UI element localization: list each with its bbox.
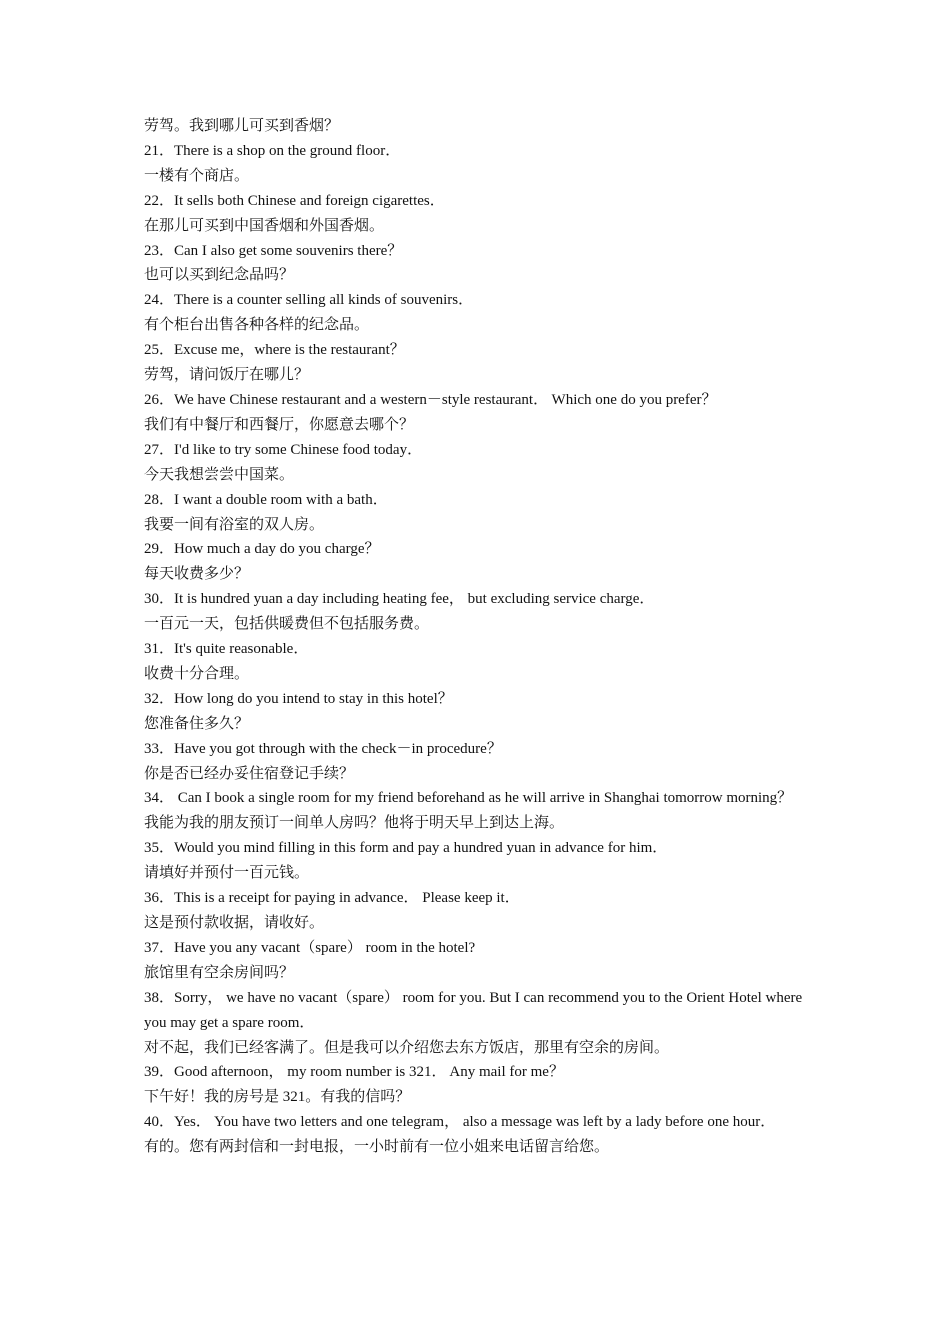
document-page <box>144 114 810 1160</box>
text-line: 我们有中餐厅和西餐厅，你愿意去哪个？ <box>144 416 415 433</box>
text-line: 40．Yes． You have two letters and one telegram， also a message was left by a lady before one hour． <box>144 1114 776 1131</box>
text-line: 28．I want a double room with a bath． <box>144 491 388 508</box>
text-line: 22．It sells both Chinese and foreign cigarettes． <box>144 192 445 209</box>
text-line: 36．This is a receipt for paying in advance． Please keep it． <box>144 890 520 907</box>
text-line: 21．There is a shop on the ground floor． <box>144 142 401 159</box>
text-line: 劳驾。我到哪儿可买到香烟？ <box>144 118 340 134</box>
text-line: 您准备住多久？ <box>144 715 250 732</box>
text-line: 有的。您有两封信和一封电报，一小时前有一位小姐来电话留言给您。 <box>144 1139 610 1156</box>
text-line: 27．I'd like to try some Chinese food today． <box>144 441 423 458</box>
text-line: 对不起，我们已经客满了。但是我可以介绍您去东方饭店，那里有空余的房间。 <box>144 1039 670 1056</box>
text-line: 请填好并预付一百元钱。 <box>144 865 310 882</box>
text-line: 25．Excuse me，where is the restaurant？ <box>144 342 405 359</box>
text-line: 下午好！我的房号是 321。有我的信吗？ <box>144 1089 411 1106</box>
text-line: 我能为我的朋友预订一间单人房吗？他将于明天早上到达上海。 <box>144 815 565 832</box>
text-line: 35．Would you mind filling in this form and pay a hundred yuan in advance for him． <box>144 840 668 857</box>
text-line: 26．We have Chinese restaurant and a western－style restaurant． Which one do you prefer？ <box>144 391 717 408</box>
text-line: 你是否已经办妥住宿登记手续？ <box>144 765 355 782</box>
text-line: 一百元一天，包括供暖费但不包括服务费。 <box>144 616 430 633</box>
text-line: 在那儿可买到中国香烟和外国香烟。 <box>144 217 385 234</box>
text-line: 30．It is hundred yuan a day including heating fee， but excluding service charge． <box>144 591 655 608</box>
text-line: 一楼有个商店。 <box>144 167 250 184</box>
text-line: 这是预付款收据，请收好。 <box>144 915 325 931</box>
text-line: 收费十分合理。 <box>144 665 250 682</box>
text-line: 劳驾，请问饭厅在哪儿？ <box>144 367 310 384</box>
text-line: 今天我想尝尝中国菜。 <box>144 466 295 483</box>
text-line: 每天收费多少？ <box>144 566 250 583</box>
text-line: 31．It's quite reasonable． <box>144 641 309 658</box>
text-line: 我要一间有浴室的双人房。 <box>144 516 325 533</box>
text-line: 32．How long do you intend to stay in this hotel？ <box>144 690 453 707</box>
text-line: 39．Good afternoon， my room number is 321． Any mail for me？ <box>144 1064 564 1081</box>
text-line: 38．Sorry， we have no vacant（spare） room for you. But I can recommend you to the Orient Hotel where you may get a spare room． <box>144 989 806 1031</box>
text-line: 33．Have you got through with the check－in procedure？ <box>144 740 502 757</box>
text-line: 24．There is a counter selling all kinds of souvenirs． <box>144 292 474 309</box>
text-line: 29．How much a day do you charge？ <box>144 541 380 558</box>
text-line: 23．Can I also get some souvenirs there？ <box>144 242 403 259</box>
text-line: 也可以买到纪念品吗？ <box>144 267 295 284</box>
text-line: 有个柜台出售各种各样的纪念品。 <box>144 317 370 334</box>
text-line: 34． Can I book a single room for my friend beforehand as he will arrive in Shanghai tomorrow morning？ <box>144 790 793 807</box>
text-line: 37．Have you any vacant（spare） room in the hotel? <box>144 939 476 956</box>
text-line: 旅馆里有空余房间吗？ <box>144 964 295 981</box>
